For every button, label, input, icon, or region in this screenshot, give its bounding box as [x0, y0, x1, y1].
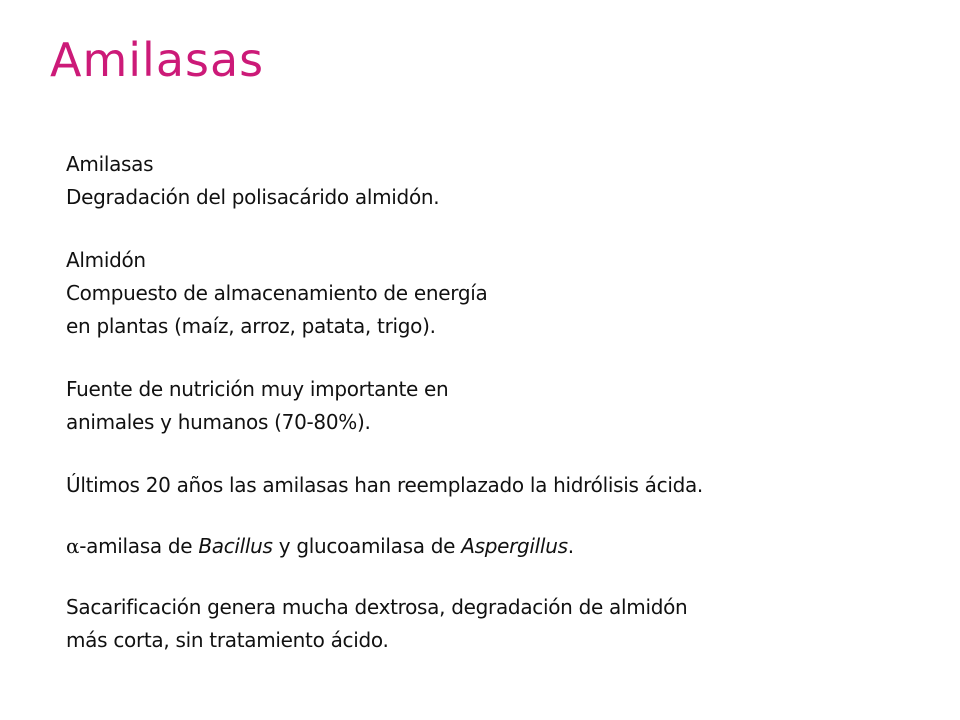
alfa-amilasa-text-3: .: [567, 534, 574, 558]
block-almidon-text-2: en plantas (maíz, arroz, patata, trigo).: [66, 314, 436, 338]
slide-body: [66, 148, 926, 657]
block-alfa-amilasa: [66, 530, 926, 563]
block-ultimos-text: Últimos 20 años las amilasas han reemplazado la hidrólisis ácida.: [66, 473, 703, 497]
alpha-symbol: α: [66, 534, 80, 558]
genus-bacillus: Bacillus: [198, 534, 273, 558]
block-nutricion-text-1: Fuente de nutrición muy importante en: [66, 377, 449, 401]
block-amilasas-text: Degradación del polisacárido almidón.: [66, 185, 440, 209]
block-almidon-text-1: Compuesto de almacenamiento de energía: [66, 281, 488, 305]
block-nutricion-text-2: animales y humanos (70-80%).: [66, 410, 371, 434]
block-sacarificacion-text-2: más corta, sin tratamiento ácido.: [66, 628, 389, 652]
block-sacarificacion-text-1: Sacarificación genera mucha dextrosa, degradación de almidón: [66, 595, 688, 619]
slide-title: Amilasas: [50, 33, 265, 87]
genus-aspergillus: Aspergillus: [461, 534, 568, 558]
block-amilasas-heading: Amilasas: [66, 152, 154, 176]
alfa-amilasa-text-1: -amilasa de: [79, 534, 199, 558]
alfa-amilasa-text-2: y glucoamilasa de: [272, 534, 462, 558]
block-almidon-heading: Almidón: [66, 248, 146, 272]
